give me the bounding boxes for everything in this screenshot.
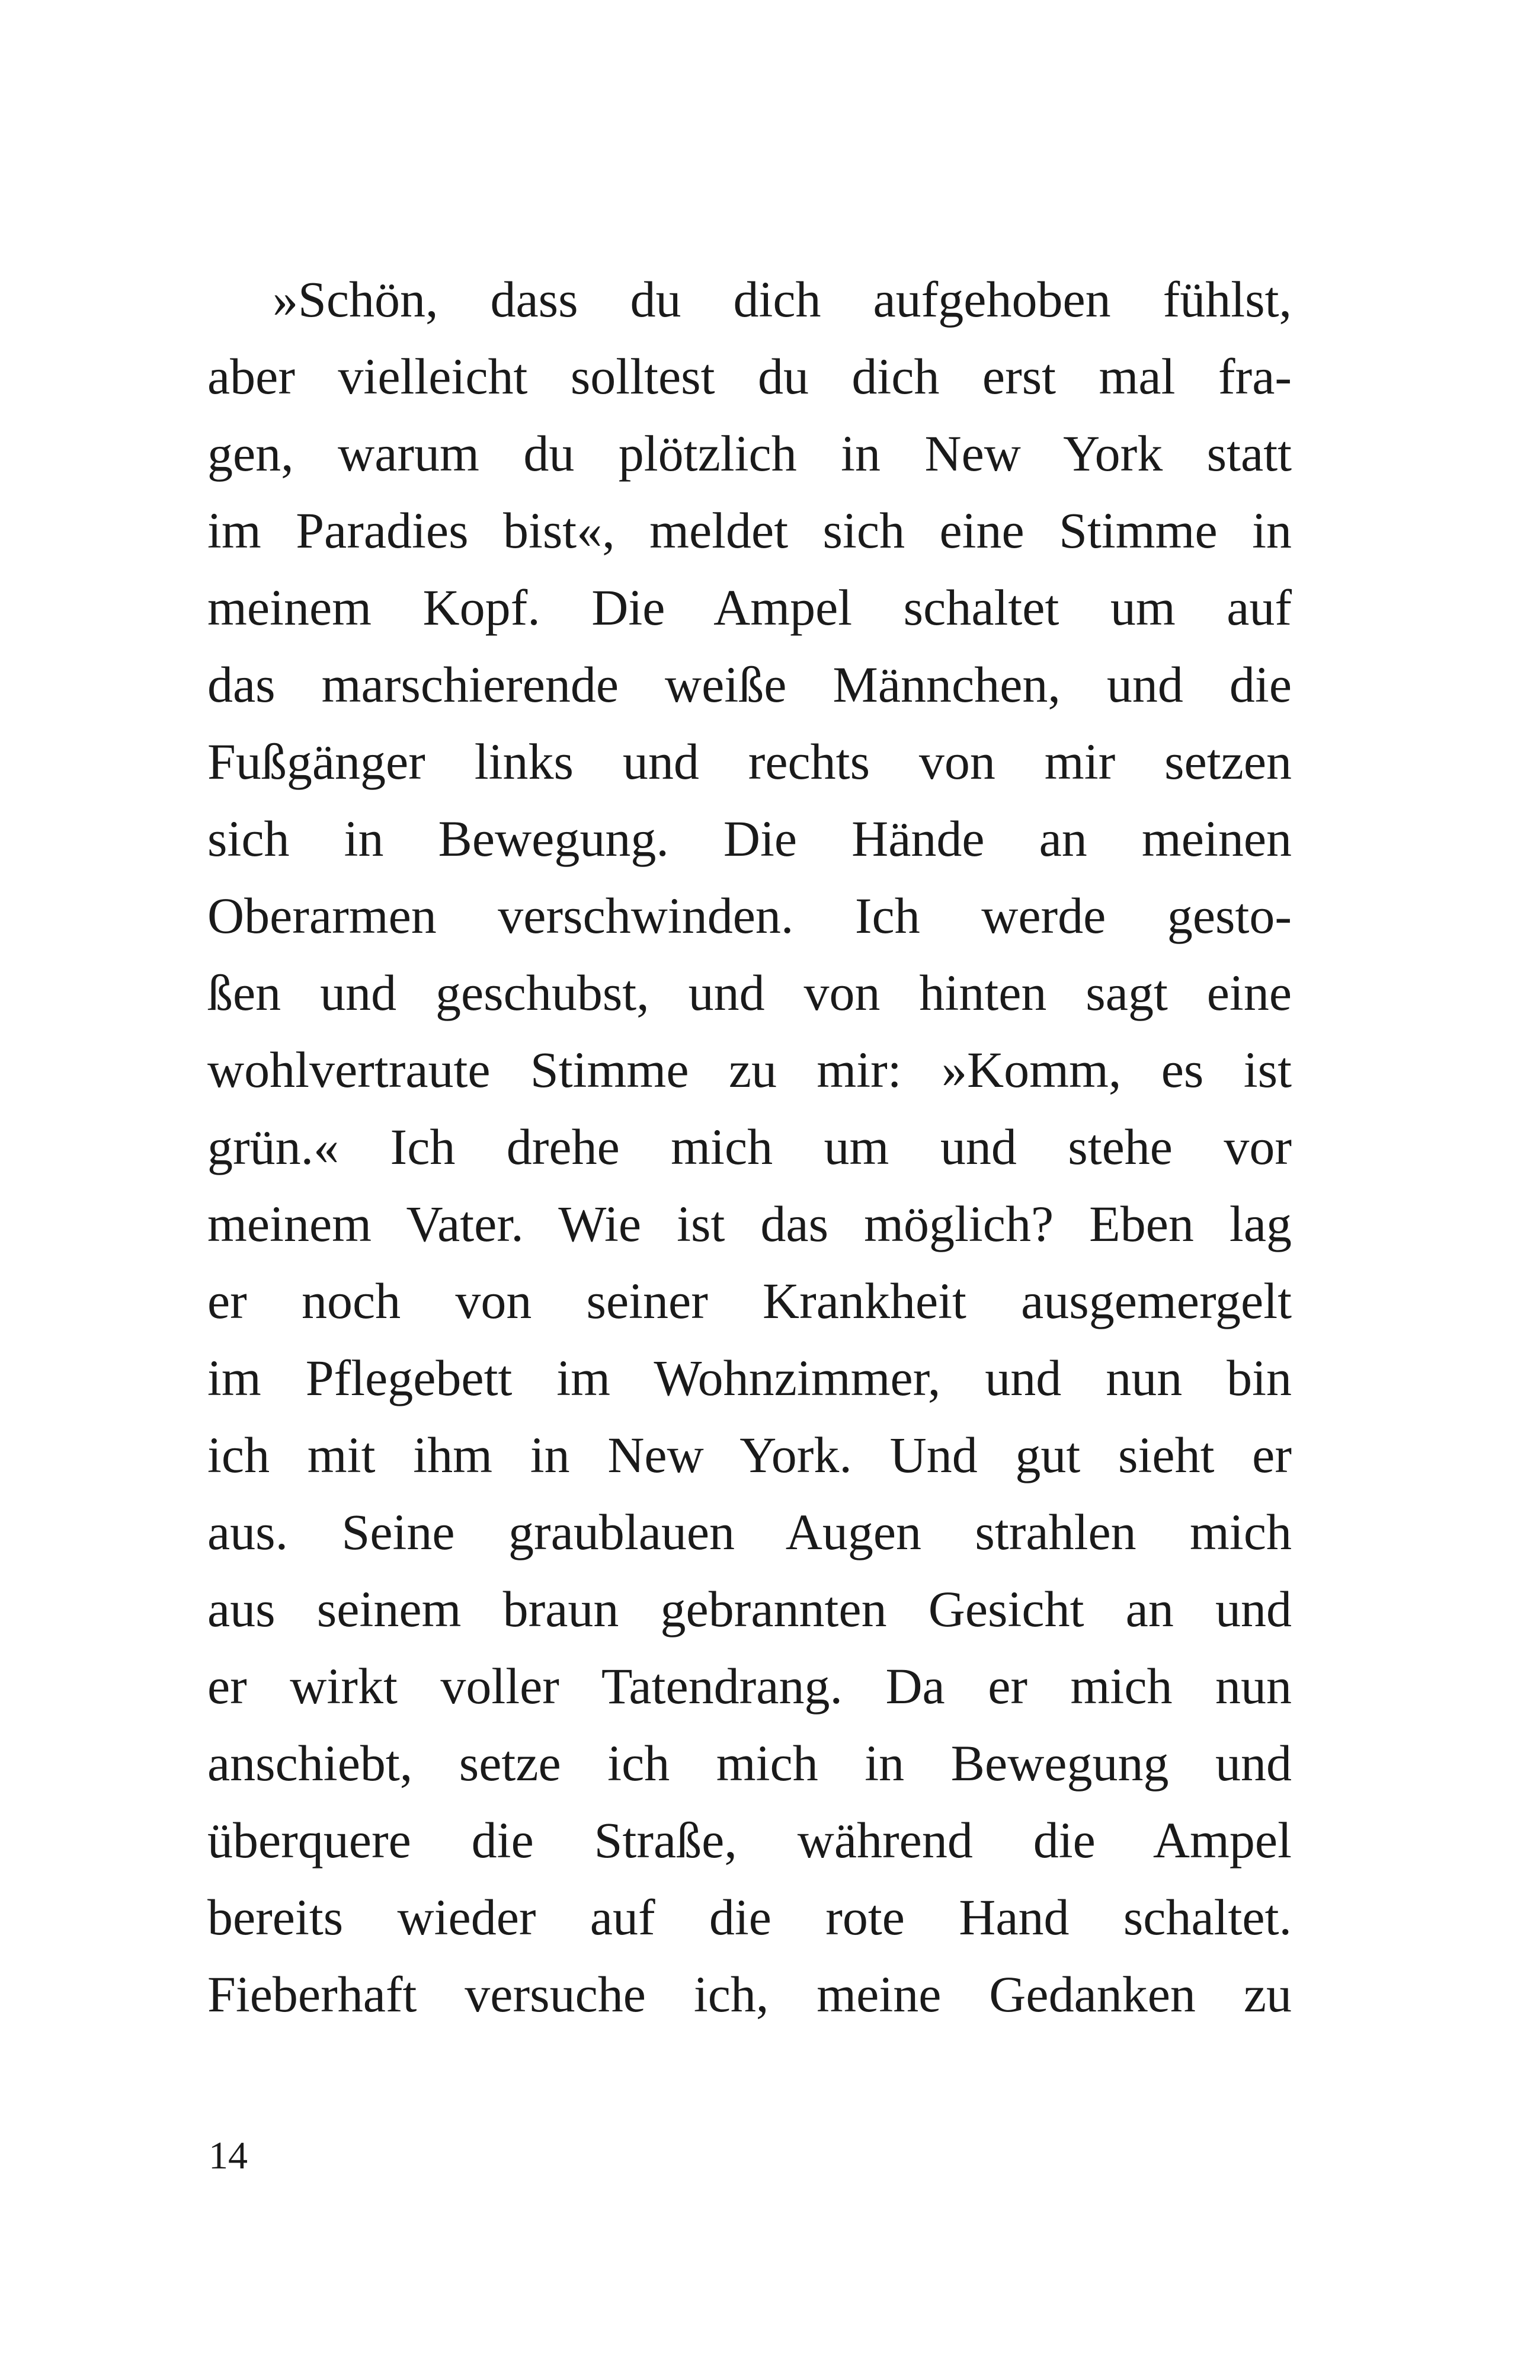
- text-line: sich in Bewegung. Die Hände an meinen: [207, 810, 1292, 867]
- text-line: das marschierende weiße Männchen, und die: [207, 656, 1292, 713]
- text-line: grün.« Ich drehe mich um und stehe vor: [207, 1118, 1292, 1175]
- text-line: aus seinem braun gebrannten Gesicht an und: [207, 1581, 1292, 1637]
- text-line: meinem Vater. Wie ist das möglich? Eben lag: [207, 1195, 1292, 1252]
- text-line: er noch von seiner Krankheit ausgemergelt: [207, 1272, 1292, 1329]
- text-line: ßen und geschubst, und von hinten sagt eine: [207, 964, 1292, 1021]
- page-number: 14: [209, 2134, 248, 2177]
- text-line: im Paradies bist«, meldet sich eine Stimme in: [207, 502, 1292, 559]
- body-text: [207, 261, 1292, 2033]
- text-line: Oberarmen verschwinden. Ich werde gesto-: [207, 887, 1292, 944]
- text-line: gen, warum du plötzlich in New York statt: [207, 425, 1292, 482]
- text-line: »Schön, dass du dich aufgehoben fühlst,: [273, 271, 1292, 328]
- text-line: er wirkt voller Tatendrang. Da er mich nun: [207, 1658, 1292, 1714]
- text-line: aus. Seine graublauen Augen strahlen mich: [207, 1504, 1292, 1560]
- text-line: überquere die Straße, während die Ampel: [207, 1812, 1292, 1869]
- text-line: Fieberhaft versuche ich, meine Gedanken zu: [207, 1966, 1292, 2023]
- text-line: meinem Kopf. Die Ampel schaltet um auf: [207, 579, 1292, 636]
- text-line: ich mit ihm in New York. Und gut sieht er: [207, 1426, 1292, 1483]
- text-line: wohlvertraute Stimme zu mir: »Komm, es ist: [207, 1041, 1292, 1098]
- text-line: Fußgänger links und rechts von mir setzen: [207, 733, 1292, 790]
- text-line: anschiebt, setze ich mich in Bewegung und: [207, 1735, 1292, 1792]
- text-line: bereits wieder auf die rote Hand schaltet.: [207, 1889, 1292, 1946]
- text-line: aber vielleicht solltest du dich erst mal fra-: [207, 348, 1292, 405]
- text-line: im Pflegebett im Wohnzimmer, und nun bin: [207, 1349, 1292, 1406]
